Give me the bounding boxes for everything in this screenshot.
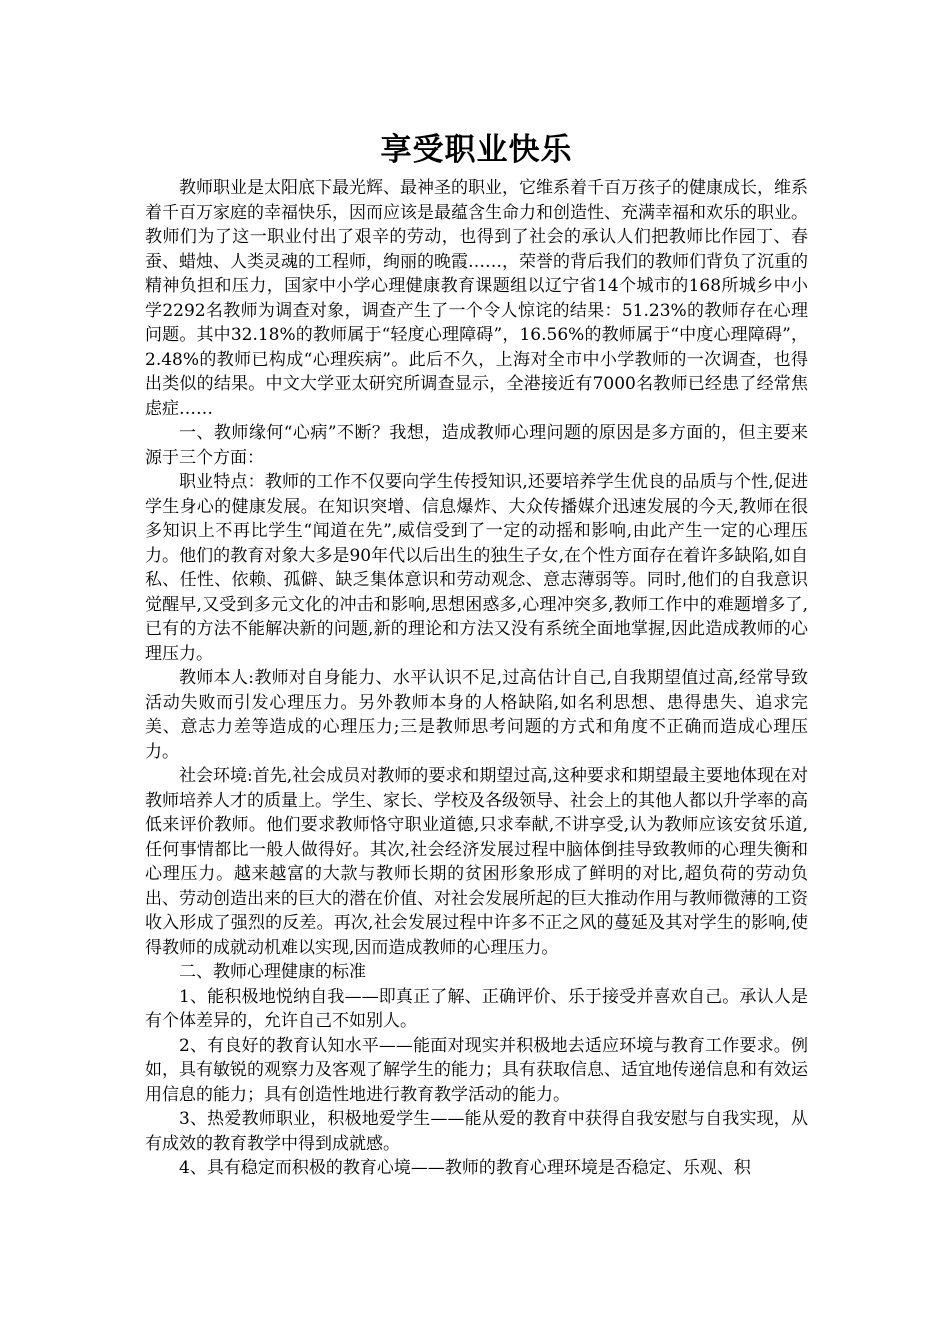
paragraph-occupation: 职业特点：教师的工作不仅要向学生传授知识,还要培养学生优良的品质与个性,促进学生身心的健康发展。在知识突增、信息爆炸、大众传播媒介迅速发展的今天,教师在很多知识上不再比学生“闻道在先”,威信受到了一定的动摇和影响,由此产生一定的心理压力。他们的教育对象大多是90年代以后出生的独生子女,在个性方面存在着许多缺陷,如自私、任性、依赖、孤僻、缺乏集体意识和劳动观念、意志薄弱等。同时,他们的自我意识觉醒早,又受到多元文化的冲击和影响,思想困惑多,心理冲突多,教师工作中的难题增多了,已有的方法不能解决新的问题,新的理论和方法又没有系统全面地掌握,因此造成教师的心理压力。 <box>145 472 808 664</box>
paragraph-teacher-self: 教师本人:教师对自身能力、水平认识不足,过高估计自己,自我期望值过高,经常导致活动失败而引发心理压力。另外教师本身的人格缺陷,如名利思想、患得患失、追求完美、意志力差等造成的心理压力;三是教师思考问题的方式和角度不正确而造成心理压力。 <box>145 668 808 762</box>
document-title: 享受职业快乐 <box>380 132 573 168</box>
paragraph-social-environment: 社会环境:首先,社会成员对教师的要求和期望过高,这种要求和期望最主要地体现在对教师培养人才的质量上。学生、家长、学校及各级领导、社会上的其他人都以升学率的高低来评价教师。他们要求教师恪守职业道德,只求奉献,不讲享受,认为教师应该安贫乐道,任何事情都比一般人做得好。其次,社会经济发展过程中脑体倒挂导致教师的心理失衡和心理压力。越来越富的大款与教师长期的贫困形象形成了鲜明的对比,超负荷的劳动负出、劳动创造出来的巨大的潜在价值、对社会发展所起的巨大推动作用与教师微薄的工资收入形成了强烈的反差。再次,社会发展过程中许多不正之风的蔓延及其对学生的影响,使得教师的成就动机难以实现,因而造成教师的心理压力。 <box>145 766 808 958</box>
paragraph-standard-2: 2、有良好的教育认知水平——能面对现实并积极地去适应环境与教育工作要求。例如，具有敏锐的观察力及客观了解学生的能力；具有获取信息、适宜地传递信息和有效运用信息的能力；具有创造性地进行教育教学活动的能力。 <box>145 1035 808 1105</box>
paragraph-section-two-heading: 二、教师心理健康的标准 <box>179 962 366 982</box>
document-page <box>145 128 808 1181</box>
paragraph-standard-3: 3、热爱教师职业，积极地爱学生——能从爱的教育中获得自我安慰与自我实现，从有成效的教育教学中得到成就感。 <box>145 1109 808 1154</box>
paragraph-standard-1: 1、能积极地悦纳自我——即真正了解、正确评价、乐于接受并喜欢自己。承认人是有个体差异的，允许自己不如别人。 <box>145 986 808 1031</box>
paragraph-section-one-heading: 一、教师缘何“心病”不断？我想，造成教师心理问题的原因是多方面的，但主要来源于三个方面： <box>145 423 808 468</box>
paragraph-intro: 教师职业是太阳底下最光辉、最神圣的职业，它维系着千百万孩子的健康成长，维系着千百万家庭的幸福快乐，因而应该是最蕴含生命力和创造性、充满幸福和欢乐的职业。教师们为了这一职业付出了艰辛的劳动，也得到了社会的承认人们把教师比作园丁、春蚕、蜡烛、人类灵魂的工程师，绚丽的晚霞……，荣誉的背后我们的教师们背负了沉重的精神负担和压力，国家中小学心理健康教育课题组以辽宁省14个城市的168所城乡中小学2292名教师为调查对象，调查产生了一个令人惊诧的结果：51.23%的教师存在心理问题。其中32.18%的教师属于“轻度心理障碍”，16.56%的教师属于“中度心理障碍”，2.48%的教师已构成“心理疾病”。此后不久，上海对全市中小学教师的一次调查，也得出类似的结果。中文大学亚太研究所调查显示，全港接近有7000名教师已经患了经常焦虑症…… <box>145 178 808 419</box>
paragraph-standard-4: 4、具有稳定而积极的教育心境——教师的教育心理环境是否稳定、乐观、积 <box>179 1158 751 1178</box>
